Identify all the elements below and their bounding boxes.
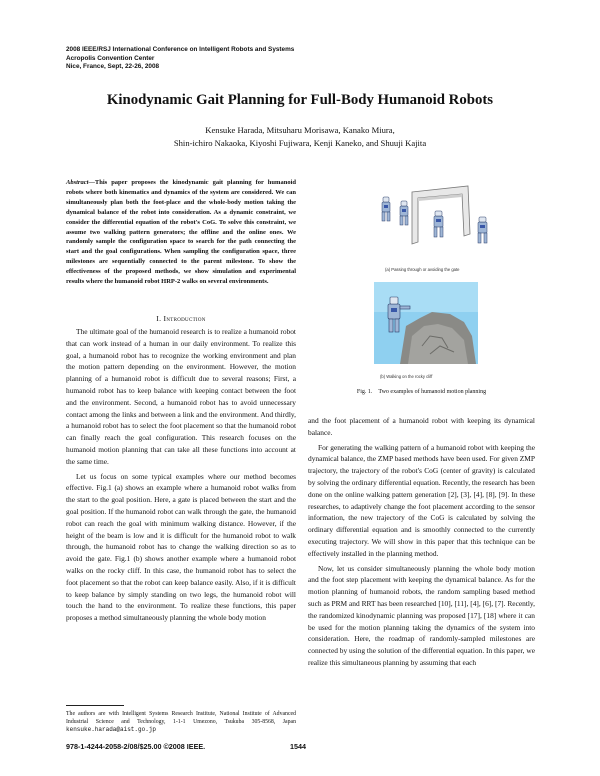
figure-1-illustration (360, 176, 510, 371)
author-line-1: Kensuke Harada, Mitsuharu Morisawa, Kanako Miura, (205, 125, 395, 135)
author-line-2: Shin-ichiro Nakaoka, Kiyoshi Fujiwara, Kenji Kaneko, and Shuuji Kajita (173, 137, 427, 148)
figure-1-caption (308, 389, 535, 395)
author-list (60, 124, 540, 149)
left-column-body (66, 326, 296, 624)
isbn-copyright: 978-1-4244-2058-2/08/$25.00 ©2008 IEEE. (66, 742, 206, 751)
figure-1a-caption: (a) Passing through or avoiding the gate (385, 267, 460, 272)
figure-label: Fig. 1. (356, 389, 373, 395)
paper-title: Kinodynamic Gait Planning for Full-Body Humanoid Robots (106, 92, 494, 108)
section-number: I. (156, 314, 162, 323)
paragraph: For generating the walking pattern of a humanoid robot with keeping the dynamical balance, the ZMP based methods have been used. For given ZMP trajectory, the trajectory of the robot's CoG (center of gravity) is calculated by solving the ordinary differential equation. Recently, the research has been done on the online walking pattern generation [2], [3], [4], [8], [9]. In these researches, to adaptively change the foot placement according to the sensor information, the new trajectory of the CoG is calculated by solving the ordinary differential equation and is smoothly connected to the currently executing trajectory. We will show in this paper that this technique can be effectively installed in the planning method. (308, 442, 535, 558)
conference-location: Nice, France, Sept, 22-26, 2008 (66, 63, 160, 71)
abstract (66, 178, 296, 287)
footnote (66, 710, 296, 735)
conference-name: 2008 IEEE/RSJ International Conference on Intelligent Robots and Systems (66, 46, 295, 53)
abstract-text: —This paper proposes the kinodynamic gait planning for humanoid robots where both kinematics and dynamics of the system are considered. We can simultaneously plan both the foot-place and the whole-body motion taking the dynamical balance of the robot into consideration. As a dynamic constraint, we consider the differential equation of the robot's CoG. To solve this constraint, we assume two walking pattern generators; the offline and the online ones. We randomly sample the configuration space to search for the path connecting the start and the goal configurations. When sampling the configuration space, three milestones are sequentially connected to the parent milestone. To show the effectiveness of the proposed methods, we show simulation and experimental results where the humanoid robot HRP-2 walks on several environments. (66, 179, 296, 286)
section-heading (66, 314, 296, 323)
figure-1b-caption: (b) Walking on the rocky cliff (380, 374, 433, 379)
figure-caption-text: Two examples of humanoid motion planning (378, 389, 487, 395)
abstract-label: Abstract (66, 179, 89, 186)
conference-venue: Acropolis Convention Center (66, 54, 155, 62)
conference-header (66, 46, 294, 72)
footnote-affiliation: The authors are with Intelligent Systems Research Institute, National Institute of Advanced Industrial Science and Technology, 1-1-1 Umezono, Tsukuba 305-8568, Japan (66, 711, 296, 726)
paragraph: Let us focus on some typical examples where our method becomes effective. Fig.1 (a) shows an example where a humanoid robot walks from the start to the goal position. Here, a gate is placed between the start and the goal position. If the humanoid robot can walk through the gate, the humanoid robot can reach the goal with minimum walking distance. However, if the height of the beam is low and it is difficult for the humanoid robot to walk through, the humanoid robot has to change the walking direction so as to avoid the gate. Fig.1 (b) shows another example where a humanoid robot walks on the rocky cliff. In this case, the humanoid robot has to select the foot placement so that the robot can keep balance easily. Also, if it is difficult to keep balance by simply standing on two legs, the humanoid robot will touch the hand to the environment. To realize these functions, this paper proposes a method simultaneously planning the whole body motion (66, 471, 296, 623)
figure-1a-gate-scene (360, 176, 510, 264)
footnote-email[interactable]: kensuke.harada@aist.go.jp (66, 726, 157, 734)
figure-1b-cliff-scene (374, 282, 478, 364)
paragraph: and the foot placement of a humanoid robot with keeping its dynamical balance. (308, 416, 535, 437)
figure-1 (360, 176, 510, 379)
right-column-body (308, 415, 535, 669)
footnote-rule (66, 705, 124, 706)
page-number: 1544 (290, 742, 306, 751)
paragraph: Now, let us consider simultaneously planning the whole body motion and the foot step placement with keeping the dynamical balance. As for the motion planning of humanoid robots, the random sampling based method such as PRM and RRT has been researched [10], [11], [4], [6], [7]. Recently, the randomized kinodynamic planning was proposed [17], [18] where it can be used for the motion planning taking the dynamics of the system into consideration. Here, the roadmap of randomly-sampled milestones are connected by using the solution of the differential equation. In this paper, we realize this simultaneous planning by assuming that each (308, 563, 535, 667)
section-title: Introduction (163, 314, 206, 323)
paragraph: The ultimate goal of the humanoid research is to realize a humanoid robot that can work instead of a human in our daily environment. To realize this goal, a humanoid robot has to recognize the working environment and plan the motion pattern depending on the environment. However, the motion planning of a humanoid robot is difficult due to several reasons; First, a humanoid robot has to keep balance with keeping contact between the foot and the environment. Second, a humanoid robot has to avoid unnecessary contact among the links and between a link and the environment. And thirdly, a humanoid robot has to select the foot placement so that the humanoid robot can finally reach the goal configuration. This research focuses on the humanoid motion planning that can take all these functions into account at the same time. (66, 327, 296, 466)
